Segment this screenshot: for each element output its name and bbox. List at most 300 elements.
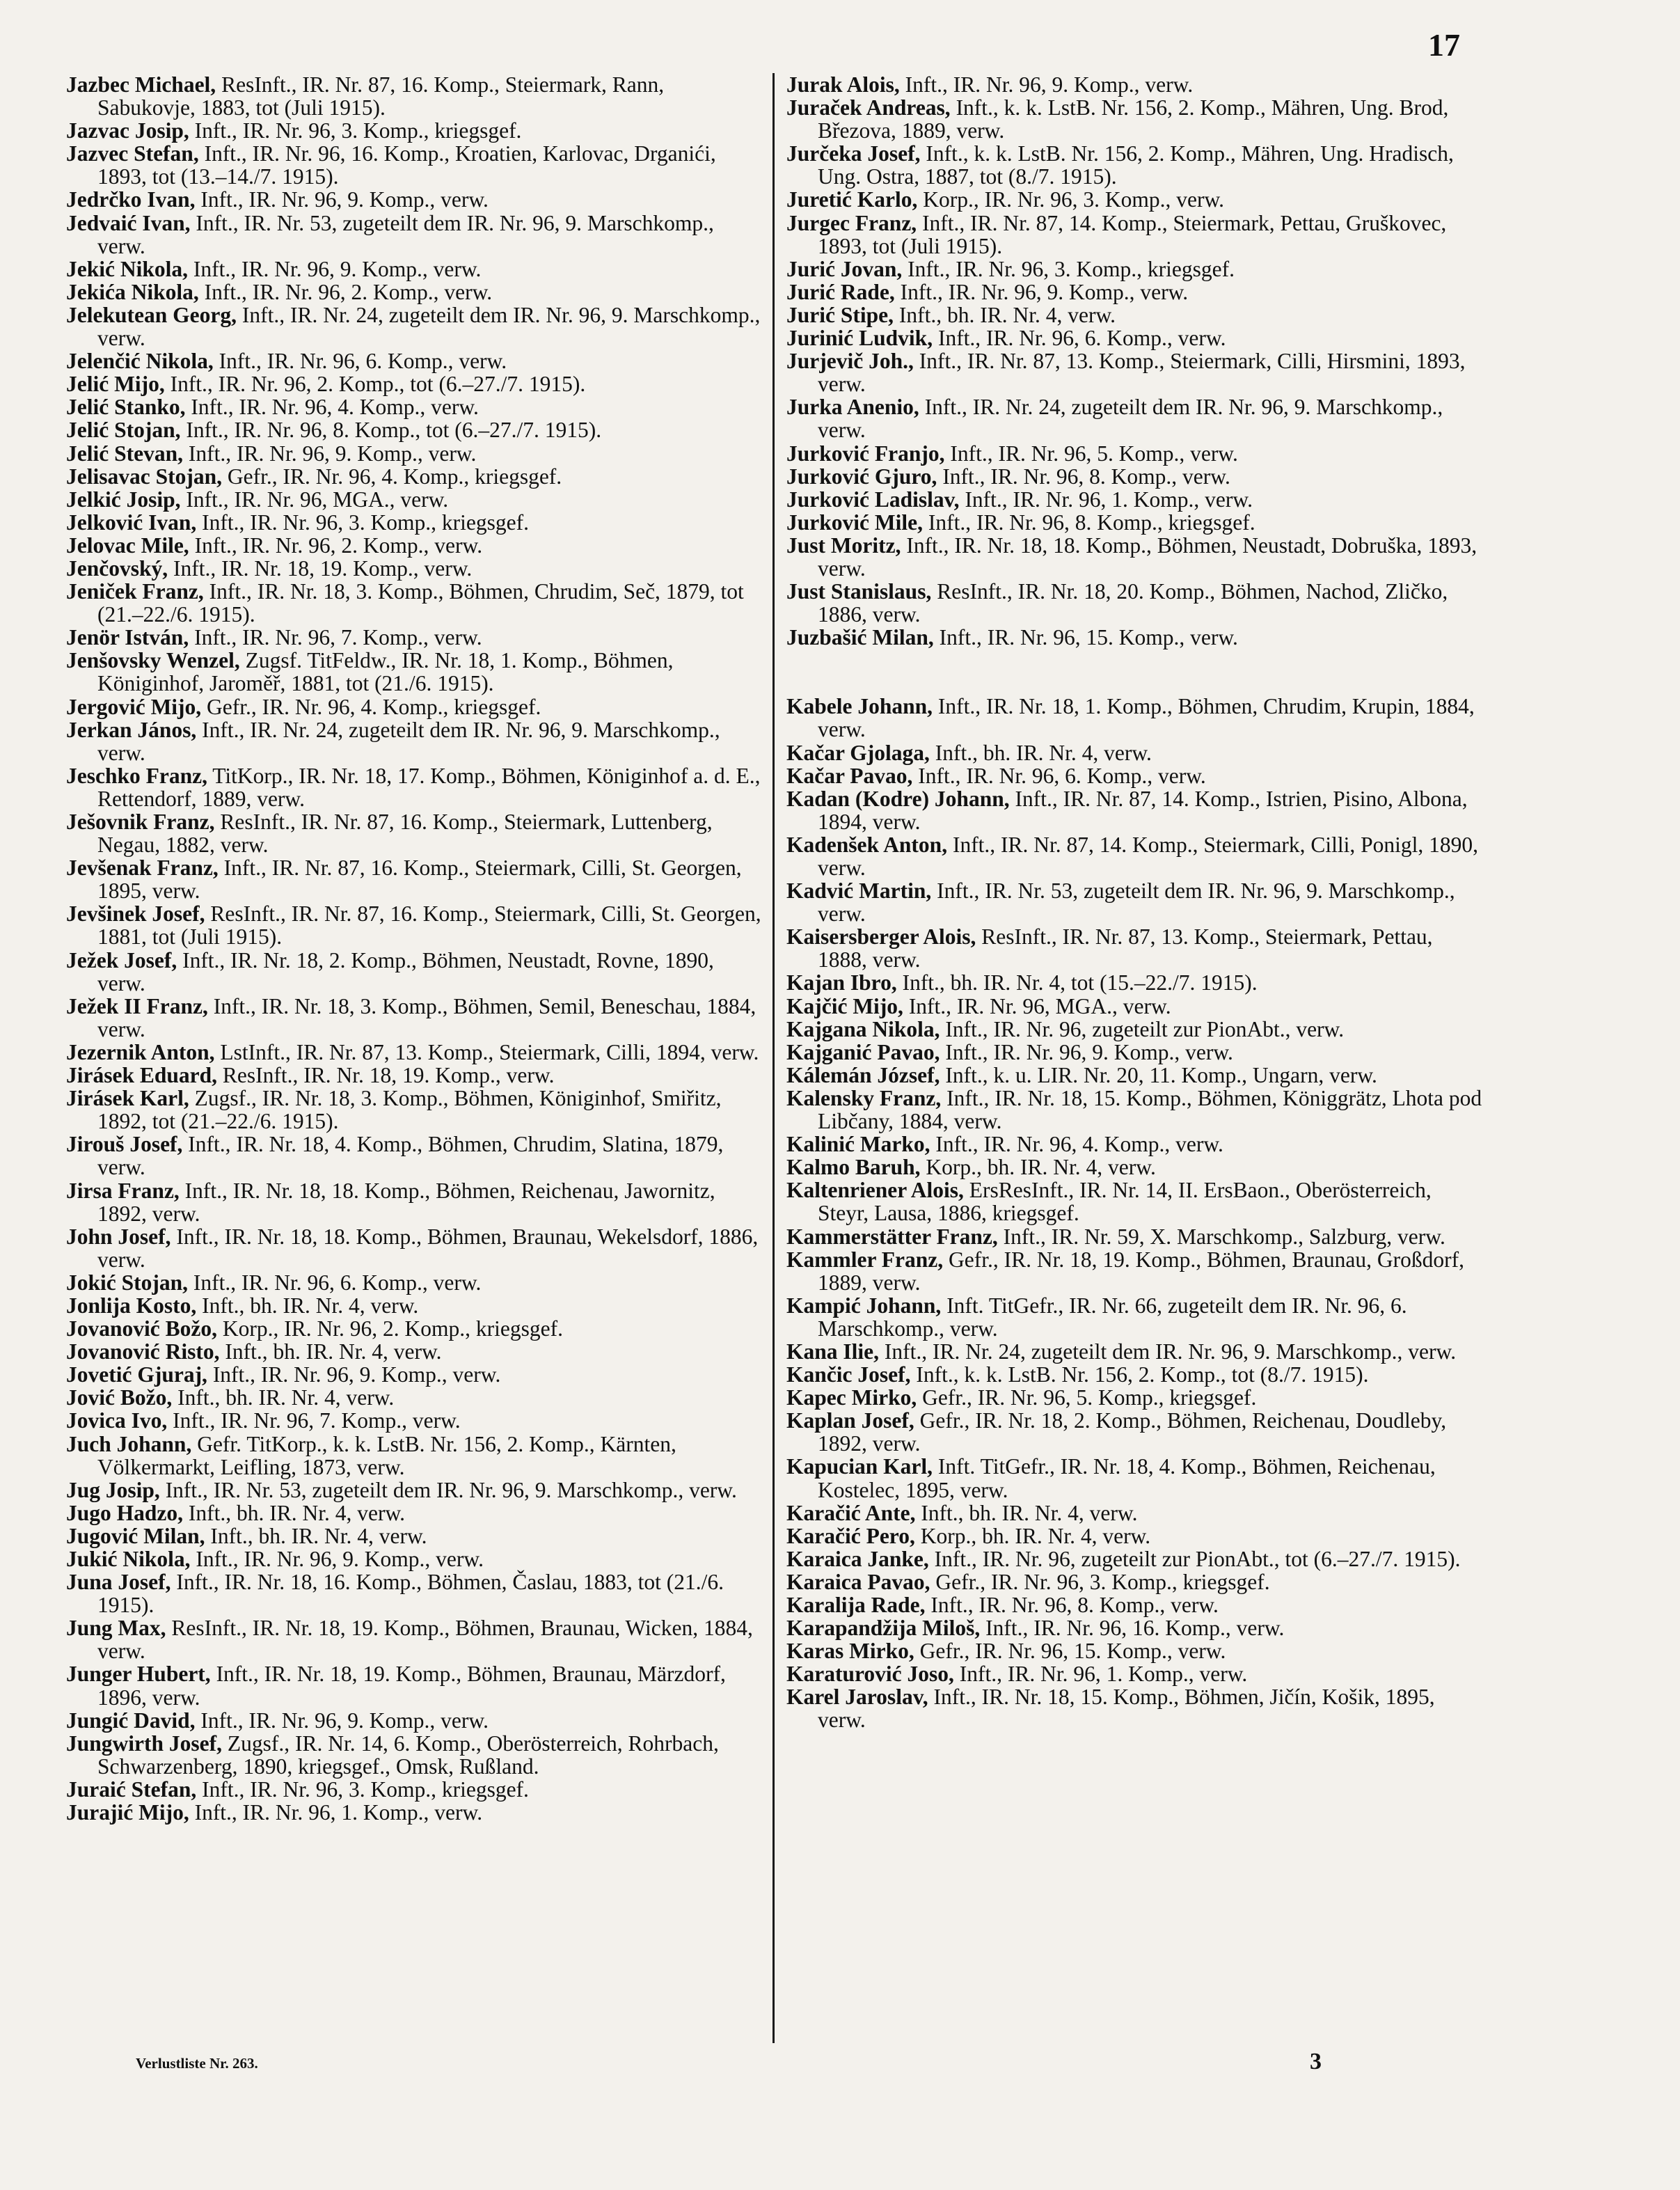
casualty-name: Kajganić Pavao,: [786, 1039, 940, 1064]
casualty-entry: [66, 695, 762, 718]
casualty-details: Inft., IR. Nr. 96, 2. Komp., tot (6.–27./7. 1915).: [164, 372, 586, 397]
casualty-name: Jelić Stojan,: [66, 418, 181, 443]
casualty-name: Jekić Nikola,: [66, 256, 189, 281]
casualty-details: Inft., IR. Nr. 96, 1. Komp., verw.: [953, 1662, 1248, 1687]
casualty-name: Jelenčić Nikola,: [66, 349, 214, 374]
casualty-entry: [786, 1593, 1482, 1616]
casualty-name: Kačar Gjolaga,: [786, 740, 930, 765]
casualty-entry: [66, 1433, 762, 1479]
casualty-name: Jurjevič Joh.,: [786, 349, 914, 374]
casualty-name: Juretić Karlo,: [786, 187, 918, 212]
casualty-details: Inft., IR. Nr. 96, 2. Komp., verw.: [198, 279, 493, 304]
casualty-entry: [786, 258, 1482, 281]
casualty-name: Kalmo Baruh,: [786, 1155, 921, 1180]
casualty-details: Inft., IR. Nr. 96, 4. Komp., verw.: [185, 395, 479, 420]
casualty-name: Juzbašić Milan,: [786, 625, 934, 650]
casualty-details: Inft., IR. Nr. 96, zugeteilt zur PionAbt., verw.: [940, 1016, 1345, 1041]
casualty-entry: [66, 1709, 762, 1732]
casualty-details: Inft., IR. Nr. 53, zugeteilt dem IR. Nr. 96, 9. Marschkomp., verw.: [159, 1477, 737, 1502]
casualty-entry: [786, 1018, 1482, 1041]
casualty-details: ResInft., IR. Nr. 87, 13. Komp., Steiermark, Pettau, 1888, verw.: [818, 924, 1433, 972]
casualty-details: Inft., IR. Nr. 53, zugeteilt dem IR. Nr. 96, 9. Marschkomp., verw.: [818, 879, 1455, 927]
casualty-entry: [786, 1294, 1482, 1340]
casualty-details: Inft., IR. Nr. 96, 8. Komp., verw.: [925, 1593, 1219, 1617]
casualty-name: Jurković Franjo,: [786, 441, 945, 466]
casualty-entry: [66, 626, 762, 649]
casualty-name: Jevšinek Josef,: [66, 901, 205, 927]
casualty-details: Inft., IR. Nr. 96, 1. Komp., verw.: [189, 1800, 483, 1825]
casualty-entry: [786, 212, 1482, 258]
casualty-details: Inft., IR. Nr. 18, 18. Komp., Böhmen, Reichenau, Jawornitz, 1892, verw.: [97, 1178, 715, 1226]
casualty-details: Gefr., IR. Nr. 18, 2. Komp., Böhmen, Reichenau, Doudleby, 1892, verw.: [818, 1408, 1447, 1456]
casualty-details: Inft., IR. Nr. 18, 3. Komp., Böhmen, Chrudim, Seč, 1879, tot (21.–22./6. 1915).: [97, 579, 744, 627]
casualty-name: Jenčovský,: [66, 556, 168, 581]
casualty-details: Inft., IR. Nr. 96, 7. Komp., verw.: [189, 625, 482, 650]
casualty-details: Gefr., IR. Nr. 96, 15. Komp., verw.: [914, 1639, 1226, 1664]
casualty-entry: [786, 1133, 1482, 1156]
casualty-entry: [66, 304, 762, 349]
casualty-details: Inft., IR. Nr. 96, 9. Komp., verw.: [894, 279, 1189, 304]
casualty-entry: [66, 1662, 762, 1708]
page-number: 17: [1428, 27, 1460, 63]
casualty-entry: [66, 1525, 762, 1547]
casualty-entry: [66, 534, 762, 557]
casualty-entry: [66, 902, 762, 948]
casualty-details: Inft., IR. Nr. 24, zugeteilt dem IR. Nr. 96, 9. Marschkomp., verw.: [818, 395, 1443, 443]
casualty-entry: [786, 787, 1482, 833]
casualty-details: Inft., IR. Nr. 96, 4. Komp., verw.: [930, 1132, 1223, 1157]
casualty-name: Kalensky Franz,: [786, 1085, 942, 1110]
casualty-name: Kaisersberger Alois,: [786, 924, 976, 950]
casualty-details: Inft., IR. Nr. 96, 9. Komp., verw.: [195, 1708, 489, 1733]
casualty-entry: [786, 442, 1482, 465]
casualty-details: Inft., bh. IR. Nr. 4, verw.: [929, 740, 1152, 765]
casualty-details: Inft., IR. Nr. 24, zugeteilt dem IR. Nr. 96, 9. Marschkomp., verw.: [97, 717, 720, 765]
casualty-entry: [66, 442, 762, 465]
casualty-entry: [66, 1087, 762, 1133]
casualty-details: ResInft., IR. Nr. 18, 19. Komp., verw.: [217, 1063, 555, 1088]
casualty-details: Inft., IR. Nr. 18, 4. Komp., Böhmen, Chrudim, Slatina, 1879, verw.: [97, 1132, 724, 1180]
casualty-name: Jurković Gjuro,: [786, 464, 937, 489]
casualty-entry: [66, 856, 762, 902]
casualty-name: Ježek II Franz,: [66, 993, 208, 1018]
casualty-name: Jurić Stipe,: [786, 302, 894, 327]
casualty-name: Jurić Rade,: [786, 279, 895, 304]
casualty-details: Inft., bh. IR. Nr. 4, verw.: [894, 302, 1116, 327]
casualty-entry: [786, 1156, 1482, 1179]
casualty-entry: [66, 649, 762, 695]
casualty-entry: [66, 1616, 762, 1662]
casualty-name: Kampić Johann,: [786, 1293, 942, 1318]
casualty-entry: [66, 372, 762, 395]
casualty-name: Jukić Nikola,: [66, 1547, 191, 1571]
casualty-name: Jelković Ivan,: [66, 510, 197, 535]
casualty-entry: [66, 1271, 762, 1294]
casualty-entry: [66, 580, 762, 626]
casualty-entry: [66, 418, 762, 441]
casualty-name: Karas Mirko,: [786, 1639, 914, 1664]
casualty-details: Inft., IR. Nr. 96, 9. Komp., verw.: [195, 187, 489, 212]
casualty-entry: [66, 1479, 762, 1502]
casualty-entry: [786, 1502, 1482, 1525]
casualty-details: Inft., IR. Nr. 96, 6. Komp., verw.: [912, 763, 1206, 788]
casualty-name: Jurković Mile,: [786, 510, 923, 535]
casualty-details: Inft., IR. Nr. 18, 18. Komp., Böhmen, Braunau, Wekelsdorf, 1886, verw.: [97, 1224, 759, 1272]
casualty-name: Karapandžija Miloš,: [786, 1616, 981, 1641]
casualty-entry: [786, 1225, 1482, 1248]
casualty-details: Inft., IR. Nr. 96, 9. Komp., verw.: [899, 72, 1194, 97]
casualty-details: Inft., bh. IR. Nr. 4, verw.: [915, 1500, 1138, 1525]
casualty-details: LstInft., IR. Nr. 87, 13. Komp., Steiermark, Cilli, 1894, verw.: [214, 1039, 759, 1064]
casualty-entry: [786, 1248, 1482, 1294]
casualty-details: Inft., IR. Nr. 96, 6. Komp., verw.: [188, 1270, 482, 1295]
casualty-name: Jung Max,: [66, 1616, 166, 1641]
casualty-name: Karaica Pavao,: [786, 1569, 930, 1594]
casualty-entry: [786, 1363, 1482, 1386]
casualty-details: ResInft., IR. Nr. 18, 20. Komp., Böhmen, Nachod, Zličko, 1886, verw.: [818, 579, 1448, 627]
casualty-entry: [786, 741, 1482, 764]
casualty-name: Kammler Franz,: [786, 1247, 944, 1272]
casualty-entry: [66, 1363, 762, 1386]
casualty-name: Kapucian Karl,: [786, 1454, 933, 1479]
casualty-name: Kammerstätter Franz,: [786, 1224, 998, 1249]
casualty-details: Inft., IR. Nr. 96, 9. Komp., verw.: [207, 1362, 501, 1387]
casualty-details: Inft., IR. Nr. 87, 13. Komp., Steiermark, Cilli, Hirsmini, 1893, verw.: [818, 349, 1466, 397]
footer-signature-mark: 3: [1310, 2049, 1322, 2074]
casualty-details: Inft., IR. Nr. 18, 15. Komp., Böhmen, Königgrätz, Lhota pod Libčany, 1884, verw.: [818, 1085, 1482, 1134]
casualty-details: Inft., IR. Nr. 18, 3. Komp., Böhmen, Semil, Beneschau, 1884, verw.: [97, 993, 756, 1041]
casualty-details: ResInft., IR. Nr. 87, 16. Komp., Steiermark, Luttenberg, Negau, 1882, verw.: [97, 810, 713, 858]
casualty-details: Inft., IR. Nr. 96, 8. Komp., verw.: [937, 464, 1230, 489]
casualty-name: Jelekutean Georg,: [66, 302, 237, 327]
casualty-name: Kadenšek Anton,: [786, 832, 948, 857]
casualty-entry: [66, 281, 762, 304]
casualty-entry: [66, 119, 762, 142]
casualty-entry: [66, 1801, 762, 1824]
casualty-entry: [786, 326, 1482, 349]
casualty-entry: [66, 949, 762, 995]
casualty-details: Inft., IR. Nr. 96, MGA., verw.: [903, 993, 1171, 1018]
casualty-entry: [66, 1294, 762, 1317]
casualty-details: Gefr. TitKorp., k. k. LstB. Nr. 156, 2. Komp., Kärnten, Völkermarkt, Leifling, 1873, verw.: [97, 1431, 676, 1479]
casualty-details: Inft., IR. Nr. 96, 16. Komp., verw.: [980, 1616, 1285, 1641]
casualty-name: Kabele Johann,: [786, 694, 933, 719]
casualty-details: Gefr., IR. Nr. 96, 4. Komp., kriegsgef.: [201, 694, 541, 719]
casualty-details: Inft., IR. Nr. 96, 9. Komp., verw.: [940, 1039, 1233, 1064]
casualty-entry: [66, 1547, 762, 1570]
casualty-details: Inft., IR. Nr. 18, 2. Komp., Böhmen, Neustadt, Rovne, 1890, verw.: [97, 947, 714, 995]
casualty-details: ResInft., IR. Nr. 18, 19. Komp., Böhmen, Braunau, Wicken, 1884, verw.: [97, 1616, 753, 1664]
casualty-entry: [66, 1732, 762, 1778]
casualty-details: Inft., k. k. LstB. Nr. 156, 2. Komp., tot (8./7. 1915).: [910, 1362, 1369, 1387]
casualty-entry: [66, 1133, 762, 1179]
casualty-entry: [786, 281, 1482, 304]
casualty-name: Jevšenak Franz,: [66, 856, 219, 881]
casualty-details: Inft., bh. IR. Nr. 4, verw.: [196, 1293, 419, 1318]
casualty-entry: [66, 1409, 762, 1432]
casualty-details: ErsResInft., IR. Nr. 14, II. ErsBaon., Oberösterreich, Steyr, Lausa, 1886, kriegsgef.: [818, 1178, 1432, 1226]
casualty-entry: [66, 764, 762, 810]
casualty-name: Jedvaić Ivan,: [66, 210, 191, 235]
casualty-entry: [786, 1616, 1482, 1639]
casualty-name: Jezernik Anton,: [66, 1039, 215, 1064]
casualty-entry: [786, 764, 1482, 787]
casualty-name: Jovanović Božo,: [66, 1316, 217, 1341]
casualty-entry: [66, 349, 762, 372]
casualty-details: Inft. TitGefr., IR. Nr. 18, 4. Komp., Böhmen, Reichenau, Kostelec, 1895, verw.: [818, 1454, 1436, 1502]
casualty-name: Jelovac Mile,: [66, 533, 189, 558]
casualty-name: Kajan Ibro,: [786, 970, 897, 995]
casualty-entry: [66, 995, 762, 1041]
right-column: [786, 73, 1482, 1732]
casualty-entry: [66, 810, 762, 856]
casualty-name: Jurak Alois,: [786, 72, 900, 97]
casualty-details: Inft., IR. Nr. 96, 2. Komp., verw.: [189, 533, 483, 558]
casualty-name: Jirásek Eduard,: [66, 1063, 218, 1088]
casualty-entry: [786, 1685, 1482, 1731]
casualty-details: Inft., IR. Nr. 96, 6. Komp., verw.: [213, 349, 507, 374]
casualty-entry: [786, 73, 1482, 96]
casualty-name: Jazbec Michael,: [66, 72, 216, 97]
casualty-name: Juraić Stefan,: [66, 1777, 197, 1802]
casualty-entry: [786, 1455, 1482, 1501]
casualty-name: Jelić Stanko,: [66, 395, 186, 420]
casualty-name: Karaica Janke,: [786, 1546, 929, 1571]
casualty-details: Inft., IR. Nr. 96, 6. Komp., verw.: [933, 326, 1226, 351]
casualty-entry: [786, 925, 1482, 971]
casualty-name: Just Moritz,: [786, 533, 901, 558]
casualty-name: Jugović Milan,: [66, 1523, 205, 1548]
casualty-details: Inft., IR. Nr. 87, 14. Komp., Steiermark, Pettau, Gruškovec, 1893, tot (Juli 1915).: [818, 210, 1447, 258]
casualty-details: TitKorp., IR. Nr. 18, 17. Komp., Böhmen, Königinhof a. d. E., Rettendorf, 1889, verw.: [97, 763, 761, 811]
casualty-details: Zugsf. TitFeldw., IR. Nr. 18, 1. Komp., Böhmen, Königinhof, Jaroměř, 1881, tot (21./6. 1915).: [97, 648, 674, 696]
casualty-name: Juch Johann,: [66, 1431, 192, 1456]
column-divider: [772, 73, 775, 2043]
casualty-entry: [66, 1064, 762, 1087]
casualty-name: Karačić Pero,: [786, 1523, 915, 1548]
casualty-entry: [786, 1041, 1482, 1064]
casualty-entry: [786, 1179, 1482, 1224]
footer-list-number: Verlustliste Nr. 263.: [136, 2055, 258, 2072]
casualty-entry: [786, 580, 1482, 626]
casualty-entry: [66, 395, 762, 418]
casualty-entry: [786, 142, 1482, 188]
casualty-details: Korp., bh. IR. Nr. 4, verw.: [920, 1155, 1156, 1180]
casualty-details: Inft., IR. Nr. 96, zugeteilt zur PionAbt., tot (6.–27./7. 1915).: [928, 1546, 1461, 1571]
casualty-name: Jirásek Karl,: [66, 1086, 189, 1111]
casualty-details: Inft., IR. Nr. 18, 19. Komp., Böhmen, Braunau, Märzdorf, 1896, verw.: [97, 1662, 726, 1710]
casualty-details: Inft., IR. Nr. 87, 14. Komp., Steiermark, Cilli, Ponigl, 1890, verw.: [818, 832, 1479, 880]
section-gap: [786, 649, 1482, 695]
casualty-name: Jokić Stojan,: [66, 1270, 189, 1295]
casualty-entry: [786, 96, 1482, 142]
casualty-name: Jelić Mijo,: [66, 372, 165, 397]
casualty-details: Inft., IR. Nr. 96, 1. Komp., verw.: [959, 487, 1253, 512]
casualty-details: Inft., IR. Nr. 53, zugeteilt dem IR. Nr. 96, 9. Marschkomp., verw.: [97, 210, 714, 258]
casualty-entry: [66, 1225, 762, 1271]
casualty-name: Kalinić Marko,: [786, 1132, 930, 1157]
casualty-details: Inft., IR. Nr. 96, 3. Komp., kriegsgef.: [189, 118, 522, 143]
left-column: [66, 73, 762, 1824]
casualty-details: Gefr., IR. Nr. 96, 3. Komp., kriegsgef.: [930, 1569, 1270, 1594]
casualty-name: Ješovnik Franz,: [66, 810, 215, 834]
casualty-name: Kaltenriener Alois,: [786, 1178, 964, 1203]
casualty-name: Jurić Jovan,: [786, 256, 903, 281]
casualty-name: Junger Hubert,: [66, 1662, 211, 1687]
casualty-details: Inft., IR. Nr. 87, 16. Komp., Steiermark, Cilli, St. Georgen, 1895, verw.: [97, 856, 742, 904]
casualty-name: Kančic Josef,: [786, 1362, 911, 1387]
casualty-name: Karačić Ante,: [786, 1500, 916, 1525]
casualty-name: Karel Jaroslav,: [786, 1685, 928, 1710]
casualty-name: Jurka Anenio,: [786, 395, 919, 420]
casualty-details: Inft., IR. Nr. 18, 15. Komp., Böhmen, Jičín, Košik, 1895, verw.: [818, 1685, 1435, 1733]
casualty-details: Gefr., IR. Nr. 96, 5. Komp., kriegsgef.: [917, 1385, 1257, 1410]
casualty-details: Inft., IR. Nr. 96, 3. Komp., kriegsgef.: [196, 1777, 529, 1802]
casualty-entry: [786, 1570, 1482, 1593]
casualty-name: Jazvec Stefan,: [66, 141, 199, 166]
casualty-name: Jerkan János,: [66, 717, 197, 742]
casualty-entry: [786, 349, 1482, 395]
casualty-details: Inft., IR. Nr. 96, 3. Komp., kriegsgef.: [902, 256, 1235, 281]
casualty-details: Inft., IR. Nr. 96, 8. Komp., tot (6.–27./7. 1915).: [180, 418, 602, 443]
casualty-name: Kana Ilie,: [786, 1339, 880, 1364]
casualty-name: Kálemán József,: [786, 1062, 940, 1087]
casualty-entry: [786, 626, 1482, 649]
casualty-entry: [66, 1041, 762, 1064]
casualty-name: Jergović Mijo,: [66, 694, 202, 719]
casualty-entry: [786, 1525, 1482, 1547]
casualty-name: Jovanović Risto,: [66, 1339, 220, 1364]
casualty-entry: [786, 511, 1482, 534]
casualty-details: Inft., IR. Nr. 96, 9. Komp., verw.: [188, 256, 482, 281]
casualty-details: Inft., IR. Nr. 96, 5. Komp., verw.: [944, 441, 1238, 466]
casualty-entry: [786, 1386, 1482, 1409]
casualty-name: Jeniček Franz,: [66, 579, 204, 604]
casualty-details: Inft., IR. Nr. 24, zugeteilt dem IR. Nr. 96, 9. Marschkomp., verw.: [879, 1339, 1457, 1364]
casualty-details: Inft., bh. IR. Nr. 4, verw.: [219, 1339, 442, 1364]
casualty-name: Jenšovsky Wenzel,: [66, 648, 240, 673]
casualty-entry: [786, 188, 1482, 211]
casualty-details: Inft., IR. Nr. 24, zugeteilt dem IR. Nr. 96, 9. Marschkomp., verw.: [97, 302, 761, 351]
casualty-entry: [786, 1087, 1482, 1133]
casualty-entry: [66, 188, 762, 211]
casualty-entry: [786, 1409, 1482, 1455]
casualty-name: Jelić Stevan,: [66, 441, 183, 466]
casualty-entry: [786, 879, 1482, 925]
casualty-details: Inft., bh. IR. Nr. 4, verw.: [172, 1385, 395, 1410]
casualty-details: Inft., IR. Nr. 96, 7. Komp., verw.: [167, 1408, 461, 1433]
casualty-entry: [66, 1778, 762, 1801]
casualty-details: Inft., IR. Nr. 96, 16. Komp., Kroatien, Karlovac, Drganići, 1893, tot (13.–14./7. 1915).: [97, 141, 716, 189]
casualty-name: Kačar Pavao,: [786, 763, 913, 788]
casualty-entry: [786, 465, 1482, 488]
casualty-name: Jungić David,: [66, 1708, 196, 1733]
casualty-name: Jelisavac Stojan,: [66, 464, 222, 489]
casualty-name: Jedrčko Ivan,: [66, 187, 196, 212]
casualty-entry: [786, 488, 1482, 511]
casualty-details: Inft., bh. IR. Nr. 4, tot (15.–22./7. 1915).: [896, 970, 1258, 995]
casualty-details: Zugsf., IR. Nr. 14, 6. Komp., Oberösterreich, Rohrbach, Schwarzenberg, 1890, kriegsgef., Omsk, Rußland.: [97, 1731, 719, 1779]
casualty-entry: [66, 1386, 762, 1409]
casualty-name: Jug Josip,: [66, 1477, 160, 1502]
casualty-entry: [786, 1340, 1482, 1363]
casualty-entry: [66, 73, 762, 119]
casualty-name: Kajgana Nikola,: [786, 1016, 940, 1041]
casualty-details: Inft., IR. Nr. 96, 3. Komp., kriegsgef.: [196, 510, 529, 535]
casualty-entry: [66, 212, 762, 258]
casualty-name: Jurčeka Josef,: [786, 141, 921, 166]
casualty-details: Gefr., IR. Nr. 18, 19. Komp., Böhmen, Braunau, Großdorf, 1889, verw.: [818, 1247, 1465, 1295]
casualty-name: Jurinić Ludvik,: [786, 326, 933, 351]
casualty-name: Ježek Josef,: [66, 947, 177, 972]
casualty-name: Kaplan Josef,: [786, 1408, 914, 1433]
casualty-entry: [786, 304, 1482, 326]
casualty-entry: [66, 488, 762, 511]
casualty-entry: [66, 718, 762, 764]
casualty-name: Jovica Ivo,: [66, 1408, 168, 1433]
casualty-entry: [786, 1547, 1482, 1570]
casualty-details: Inft., IR. Nr. 87, 14. Komp., Istrien, Pisino, Albona, 1894, verw.: [818, 786, 1468, 834]
casualty-details: Korp., bh. IR. Nr. 4, verw.: [914, 1523, 1151, 1548]
casualty-entry: [786, 833, 1482, 879]
casualty-name: Jazvac Josip,: [66, 118, 189, 143]
casualty-entry: [66, 1502, 762, 1525]
casualty-name: Jurgec Franz,: [786, 210, 917, 235]
casualty-name: Jeschko Franz,: [66, 763, 207, 788]
casualty-name: Kapec Mirko,: [786, 1385, 917, 1410]
casualty-details: Inft. TitGefr., IR. Nr. 66, zugeteilt dem IR. Nr. 96, 6. Marschkomp., verw.: [818, 1293, 1407, 1341]
casualty-entry: [66, 557, 762, 580]
casualty-entry: [66, 1570, 762, 1616]
casualty-name: Karaturović Joso,: [786, 1662, 954, 1687]
casualty-entry: [786, 995, 1482, 1018]
casualty-details: Inft., k. k. LstB. Nr. 156, 2. Komp., Mähren, Ung. Hradisch, Ung. Ostra, 1887, tot (8./7. 1915).: [818, 141, 1454, 189]
casualty-name: Jurković Ladislav,: [786, 487, 960, 512]
casualty-details: Inft., IR. Nr. 96, MGA., verw.: [180, 487, 449, 512]
casualty-name: Jonlija Kosto,: [66, 1293, 197, 1318]
casualty-entry: [66, 1317, 762, 1340]
casualty-entry: [66, 511, 762, 534]
surname-list-k: [786, 695, 1482, 1731]
casualty-entry: [786, 1662, 1482, 1685]
casualty-details: Inft., k. k. LstB. Nr. 156, 2. Komp., Mähren, Ung. Brod, Březova, 1889, verw.: [818, 95, 1449, 143]
casualty-details: Inft., IR. Nr. 96, 9. Komp., verw.: [182, 441, 477, 466]
casualty-name: Kajčić Mijo,: [786, 993, 903, 1018]
casualty-details: Inft., k. u. LIR. Nr. 20, 11. Komp., Ungarn, verw.: [940, 1062, 1377, 1087]
casualty-name: Jenör István,: [66, 625, 189, 650]
casualty-name: John Josef,: [66, 1224, 171, 1249]
casualty-name: Kadvić Martin,: [786, 879, 932, 904]
casualty-details: Gefr., IR. Nr. 96, 4. Komp., kriegsgef.: [222, 464, 562, 489]
casualty-details: Inft., IR. Nr. 18, 16. Komp., Böhmen, Časlau, 1883, tot (21./6. 1915).: [97, 1570, 724, 1618]
casualty-entry: [786, 395, 1482, 441]
casualty-details: Inft., IR. Nr. 18, 1. Komp., Böhmen, Chrudim, Krupin, 1884, verw.: [818, 694, 1475, 742]
casualty-entry: [66, 1340, 762, 1363]
casualty-name: Jekića Nikola,: [66, 279, 199, 304]
casualty-details: ResInft., IR. Nr. 87, 16. Komp., Steiermark, Cilli, St. Georgen, 1881, tot (Juli 1915).: [97, 901, 761, 950]
casualty-name: Jovetić Gjuraj,: [66, 1362, 207, 1387]
surname-list-j: [786, 73, 1482, 649]
casualty-details: ResInft., IR. Nr. 87, 16. Komp., Steiermark, Rann, Sabukovje, 1883, tot (Juli 1915).: [97, 72, 665, 120]
casualty-name: Jelkić Josip,: [66, 487, 181, 512]
casualty-name: Jirsa Franz,: [66, 1178, 180, 1203]
casualty-details: Inft., bh. IR. Nr. 4, verw.: [205, 1523, 427, 1548]
casualty-entry: [786, 1064, 1482, 1087]
casualty-details: Inft., IR. Nr. 96, 9. Komp., verw.: [190, 1547, 484, 1571]
casualty-details: Korp., IR. Nr. 96, 2. Komp., kriegsgef.: [217, 1316, 563, 1341]
casualty-details: Inft., IR. Nr. 18, 19. Komp., verw.: [168, 556, 473, 581]
casualty-name: Juna Josef,: [66, 1570, 171, 1595]
